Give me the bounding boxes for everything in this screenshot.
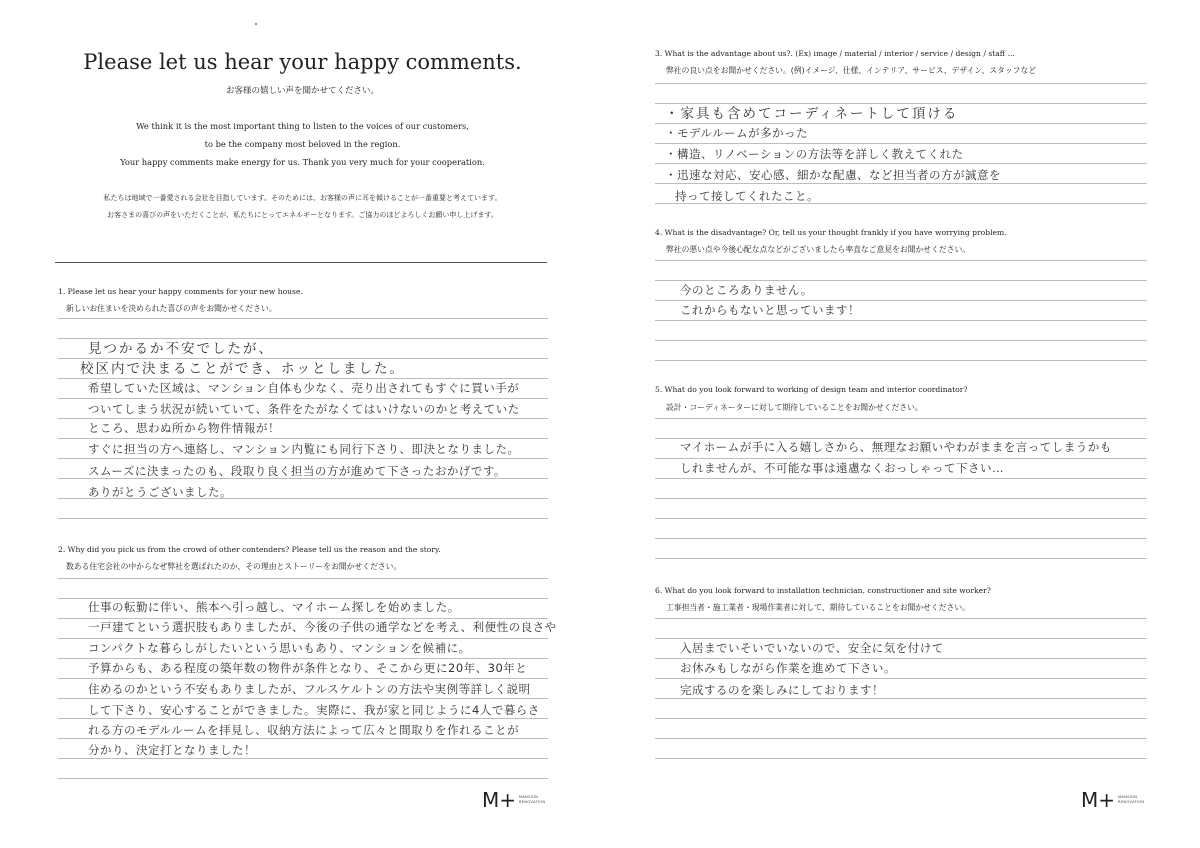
intro-english [55,117,550,171]
logo-mark: M+ [1081,788,1116,812]
ruled-line [58,438,548,439]
answer-2-line: コンパクトな暮らしがしたいという思いもあり、マンションを候補に。 [88,641,471,655]
section-divider [55,262,547,263]
ruled-line [655,538,1147,539]
ruled-line [655,638,1147,639]
answer-3-line: ・モデルルームが多かった [665,126,809,140]
ruled-line [655,558,1147,559]
answer-1-line: ついてしまう状況が続いていて、条件をたがなくてはいけないのかと考えていた [88,402,520,416]
answer-2-line: して下さり、安心することができました。実際に、我が家と同じように4人で暮らさ [88,703,540,717]
question-1-japanese: 新しいお住まいを決められた喜びの声をお聞かせください。 [66,304,277,313]
answer-3-line: ・家具も含めてコーディネートして頂ける [665,106,959,122]
answer-5-line: しれませんが、不可能な事は遠慮なくおっしゃって下さい… [680,461,1004,475]
question-6-japanese: 工事担当者・施工業者・現場作業者に対して、期待していることをお聞かせください。 [666,603,970,612]
answer-2-line: 予算からも、ある程度の築年数の物件が条件となり、そこから更に20年、30年と [88,661,528,675]
logo-subtitle-line: MANSION [519,795,539,799]
question-3-japanese: 弊社の良い点をお聞かせください。(例)イメージ、仕様、インテリア、サービス、デザイン、スタッフなど [666,66,1037,75]
ruled-line [655,143,1147,144]
question-3-english: 3. What is the advantage about us?. (Ex) image / material / interior / service / design / staff ... [655,49,1015,58]
survey-page-right [600,0,1200,848]
speck [255,23,257,25]
answer-2-line: 住めるのかという不安もありましたが、フルスケルトンの方法や実例等詳しく説明 [88,682,531,696]
ruled-line [655,618,1147,619]
ruled-line [58,738,548,739]
question-6-english: 6. What do you look forward to installation technician, constructioner and site worker? [655,586,991,595]
ruled-line [655,418,1147,419]
intro-line: We think it is the most important thing to listen to the voices of our customers, [136,121,469,131]
ruled-line [655,83,1147,84]
ruled-line [655,698,1147,699]
ruled-line [655,340,1147,341]
ruled-line [58,778,548,779]
ruled-line [655,280,1147,281]
ruled-line [655,260,1147,261]
ruled-line [655,678,1147,679]
ruled-line [58,518,548,519]
answer-1-line: 希望していた区域は、マンション自体も少なく、売り出されてもすぐに買い手が [88,381,520,395]
ruled-line [655,758,1147,759]
answer-3-line: ・迅速な対応、安心感、細かな配慮、など担当者の方が誠意を [665,168,1001,182]
answer-5-line: マイホームが手に入る嬉しさから、無理なお願いやわがままを言ってしまうかも [680,440,1112,454]
intro-line: to be the company most beloved in the region. [204,139,401,149]
ruled-line [655,123,1147,124]
ruled-line [655,320,1147,321]
question-4-english: 4. What is the disadvantage? Or, tell us your thought frankly if you have worrying problem. [655,228,1007,237]
ruled-line [58,398,548,399]
intro-line: お客さまの喜びの声をいただくことが、私たちにとってエネルギーとなります。ご協力のほどよろしくお願い申し上げます。 [107,211,498,219]
ruled-line [58,458,548,459]
ruled-line [655,360,1147,361]
intro-japanese [55,190,550,224]
ruled-line [655,478,1147,479]
question-5-english: 5. What do you look forward to working of design team and interior coordinator? [655,385,968,394]
answer-6-line: 入居までいそいでいないので、安全に気を付けて [680,641,944,655]
ruled-line [58,758,548,759]
logo-subtitle-line: RENOVATION [1118,800,1145,804]
ruled-line [58,578,548,579]
answer-2-line: れる方のモデルルームを拝見し、収納方法によって広々と間取りを作れることが [88,723,520,737]
intro-line: Your happy comments make energy for us. Thank you very much for your cooperation. [120,157,485,167]
answer-1-line: すぐに担当の方へ連絡し、マンション内覧にも同行下さり、即決となりました。 [88,442,520,456]
ruled-line [58,378,548,379]
question-4-japanese: 弊社の悪い点や今後心配な点などがございましたら率直なご意見をお聞かせください。 [666,245,971,254]
answer-3-line: ・構造、リノベーションの方法等を詳しく教えてくれた [665,147,964,161]
logo-subtitle-line: MANSION [1118,795,1138,799]
answer-6-line: お休みもしながら作業を進めて下さい。 [680,661,896,675]
ruled-line [58,678,548,679]
ruled-line [655,498,1147,499]
ruled-line [58,698,548,699]
answer-1-line: スムーズに決まったのも、段取り良く担当の方が進めて下さったおかげです。 [88,464,506,478]
page-title-japanese: お客様の嬉しい声を聞かせてください。 [225,86,379,96]
answer-1-line: 校区内で決まることができ、ホッとしました。 [80,361,405,377]
ruled-line [655,183,1147,184]
ruled-line [58,718,548,719]
question-5-japanese: 設計・コーディネーターに対して期待していることをお聞かせください。 [666,403,923,412]
question-2-english: 2. Why did you pick us from the crowd of other contenders? Please tell us the reason and the story. [58,545,441,554]
answer-6-line: 完成するのを楽しみにしております！ [680,683,884,697]
company-logo [482,788,545,812]
ruled-line [655,518,1147,519]
question-1-english: 1. Please let us hear your happy comments for your new house. [58,287,303,296]
answer-4-line: これからもないと思っています！ [680,303,860,317]
answer-2-line: 一戸建てという選択肢もありましたが、今後の子供の通学などを考え、利便性の良さや [88,620,557,634]
intro-line: 私たちは地域で一番愛される会社を目指しています。そのためには、お客様の声に耳を傾けることが一番重要と考えています。 [103,194,502,202]
ruled-line [655,658,1147,659]
ruled-line [58,638,548,639]
answer-1-line: 見つかるか不安でしたが、 [88,341,274,357]
ruled-line [58,658,548,659]
logo-subtitle-line: RENOVATION [519,800,546,804]
company-logo [1081,788,1144,812]
ruled-line [58,418,548,419]
logo-subtitle [1118,795,1144,805]
page-title: Please let us hear your happy comments. [83,50,522,74]
answer-1-line: ありがとうございました。 [88,485,232,499]
answer-1-line: ところ、思わぬ所から物件情報が！ [88,421,280,435]
ruled-line [655,738,1147,739]
ruled-line [655,300,1147,301]
ruled-line [655,163,1147,164]
logo-subtitle [519,795,545,805]
ruled-line [655,718,1147,719]
question-2-japanese: 数ある住宅会社の中からなぜ弊社を選ばれたのか、その理由とストーリーをお聞かせください。 [66,562,402,571]
answer-2-line: 仕事の転勤に伴い、熊本へ引っ越し、マイホーム探しを始めました。 [88,600,460,614]
answer-2-line: 分かり、決定打となりました！ [88,743,256,757]
answer-3-line: 持って接してくれたこと。 [675,189,819,203]
ruled-line [655,458,1147,459]
ruled-line [58,318,548,319]
answer-4-line: 今のところありません。 [680,283,813,297]
logo-mark: M+ [482,788,517,812]
